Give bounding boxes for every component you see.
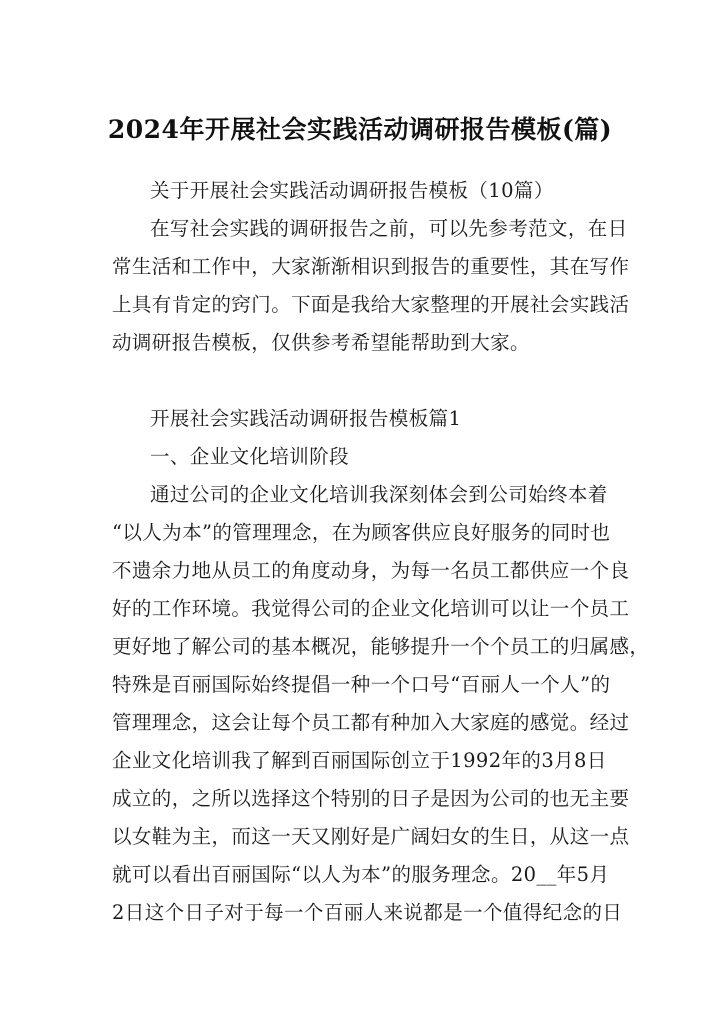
body-paragraph-line: 管理理念，这会让每个员工都有种加入大家庭的感觉。经过 bbox=[112, 711, 630, 734]
intro-paragraph-line: 动调研报告模板，仅供参考希望能帮助到大家。 bbox=[112, 331, 530, 354]
section-heading: 开展社会实践活动调研报告模板篇1 bbox=[150, 407, 462, 430]
intro-paragraph-line: 常生活和工作中，大家渐渐相识到报告的重要性，其在写作 bbox=[112, 255, 630, 278]
body-paragraph-line: “以人为本”的管理理念，在为顾客供应良好服务的同时也 bbox=[112, 521, 611, 544]
body-paragraph-line: 好的工作环境。我觉得公司的企业文化培训可以让一个员工 bbox=[112, 597, 630, 620]
body-paragraph-line: 以女鞋为主，而这一天又刚好是广阔妇女的生日，从这一点 bbox=[112, 825, 630, 848]
body-paragraph-line: 2日这个日子对于每一个百丽人来说都是一个值得纪念的日 bbox=[112, 901, 623, 924]
body-paragraph-line: 特殊是百丽国际始终提倡一种一个口号“百丽人一个人”的 bbox=[112, 673, 611, 696]
body-paragraph-line: 更好地了解公司的基本概况，能够提升一个个员工的归属感， bbox=[112, 635, 650, 658]
body-paragraph-line: 就可以看出百丽国际“以人为本”的服务理念。20__年5月 bbox=[112, 863, 610, 886]
subsection-heading: 一、企业文化培训阶段 bbox=[150, 445, 350, 468]
subtitle-line: 关于开展社会实践活动调研报告模板（10篇） bbox=[150, 179, 554, 202]
body-paragraph-line: 通过公司的企业文化培训我深刻体会到公司始终本着 bbox=[150, 483, 608, 506]
intro-paragraph-line: 上具有肯定的窍门。下面是我给大家整理的开展社会实践活 bbox=[112, 293, 630, 316]
body-paragraph-line: 不遗余力地从员工的角度动身，为每一名员工都供应一个良 bbox=[112, 559, 630, 582]
body-paragraph-line: 成立的，之所以选择这个特别的日子是因为公司的也无主要 bbox=[112, 787, 630, 810]
document-title: 2024年开展社会实践活动调研报告模板(篇) bbox=[107, 115, 613, 144]
intro-paragraph-line: 在写社会实践的调研报告之前，可以先参考范文，在日 bbox=[150, 217, 628, 240]
body-paragraph-line: 企业文化培训我了解到百丽国际创立于1992年的3月8日 bbox=[112, 749, 607, 772]
